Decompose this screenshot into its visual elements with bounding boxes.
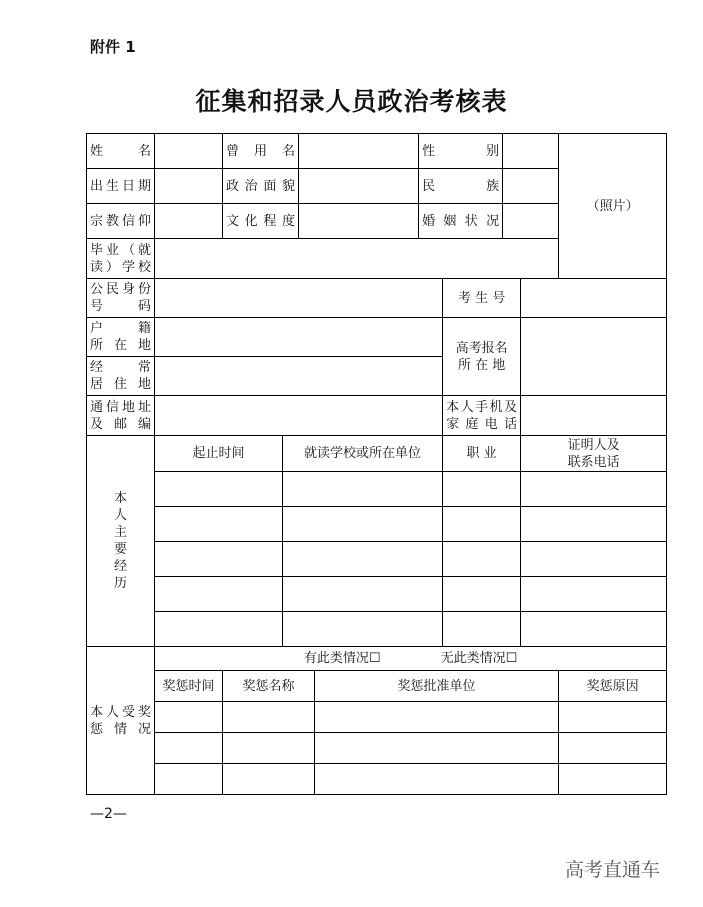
form-title: 征集和招录人员政治考核表 (195, 87, 508, 116)
period-cell[interactable] (155, 577, 283, 612)
religion-label: 宗教信仰 (87, 204, 155, 239)
awards-status-row (155, 647, 667, 671)
gaokao-location-field[interactable] (521, 318, 667, 396)
school-field[interactable] (155, 239, 559, 279)
occupation-cell[interactable] (443, 542, 521, 577)
education-label: 文化程度 (223, 204, 299, 239)
no-case-checkbox[interactable]: 无此类情况☐ (440, 651, 518, 666)
exam-number-label: 考 生 号 (443, 279, 521, 318)
birth-date-field[interactable] (155, 169, 223, 204)
page-number: —2— (90, 806, 127, 822)
award-reason-header: 奖惩原因 (559, 671, 667, 702)
award-name-header: 奖惩名称 (223, 671, 315, 702)
witness-cell[interactable] (521, 472, 667, 507)
exam-number-field[interactable] (521, 279, 667, 318)
award-row (87, 733, 667, 764)
experience-label: 本 人 主 要 经 历 (87, 436, 155, 647)
watermark: 高考直通车 (565, 859, 661, 881)
occupation-header: 职 业 (443, 436, 521, 472)
period-header: 起止时间 (155, 436, 283, 472)
former-name-label: 曾 用 名 (223, 134, 299, 169)
experience-row (87, 507, 667, 542)
school-unit-cell[interactable] (283, 577, 443, 612)
former-name-field[interactable] (299, 134, 419, 169)
gender-field[interactable] (503, 134, 559, 169)
award-time-cell[interactable] (155, 702, 223, 733)
religion-field[interactable] (155, 204, 223, 239)
award-reason-cell[interactable] (559, 702, 667, 733)
marital-label: 婚姻状况 (419, 204, 503, 239)
residence-field[interactable] (155, 357, 443, 396)
award-approver-header: 奖惩批准单位 (315, 671, 559, 702)
occupation-cell[interactable] (443, 507, 521, 542)
witness-header: 证明人及 联系电话 (521, 436, 667, 472)
occupation-cell[interactable] (443, 472, 521, 507)
school-unit-cell[interactable] (283, 507, 443, 542)
marital-field[interactable] (503, 204, 559, 239)
photo-label: （照片） (586, 198, 639, 214)
phone-field[interactable] (521, 396, 667, 436)
school-unit-cell[interactable] (283, 472, 443, 507)
phone-label: 本人手机及 家 庭 电 话 (443, 396, 521, 436)
witness-cell[interactable] (521, 542, 667, 577)
political-status-field[interactable] (299, 169, 419, 204)
school-label: 毕业（就 读）学校 (87, 239, 155, 279)
award-row (87, 702, 667, 733)
award-approver-cell[interactable] (315, 764, 559, 795)
period-cell[interactable] (155, 542, 283, 577)
witness-cell[interactable] (521, 507, 667, 542)
ethnicity-label: 民 族 (419, 169, 503, 204)
award-row (87, 764, 667, 795)
award-reason-cell[interactable] (559, 764, 667, 795)
has-case-checkbox[interactable]: 有此类情况☐ (303, 651, 381, 666)
experience-row (87, 542, 667, 577)
experience-row (87, 472, 667, 507)
gender-label: 性 别 (419, 134, 503, 169)
award-time-cell[interactable] (155, 764, 223, 795)
witness-cell[interactable] (521, 612, 667, 647)
education-field[interactable] (299, 204, 419, 239)
residence-label: 经 常 居 住 地 (87, 357, 155, 396)
gaokao-location-label: 高考报名 所 在 地 (443, 318, 521, 396)
award-name-cell[interactable] (223, 702, 315, 733)
award-name-cell[interactable] (223, 733, 315, 764)
id-number-field[interactable] (155, 279, 443, 318)
period-cell[interactable] (155, 507, 283, 542)
photo-box[interactable] (559, 134, 667, 279)
name-field[interactable] (155, 134, 223, 169)
period-cell[interactable] (155, 612, 283, 647)
award-reason-cell[interactable] (559, 733, 667, 764)
experience-row (87, 577, 667, 612)
id-number-label: 公民身份 号 码 (87, 279, 155, 318)
award-approver-cell[interactable] (315, 702, 559, 733)
attachment-label: 附件 1 (90, 38, 136, 56)
occupation-cell[interactable] (443, 577, 521, 612)
school-unit-header: 就读学校或所在单位 (283, 436, 443, 472)
period-cell[interactable] (155, 472, 283, 507)
award-approver-cell[interactable] (315, 733, 559, 764)
witness-cell[interactable] (521, 577, 667, 612)
political-review-form (86, 133, 667, 795)
address-field[interactable] (155, 396, 443, 436)
award-time-header: 奖惩时间 (155, 671, 223, 702)
political-status-label: 政治面貌 (223, 169, 299, 204)
occupation-cell[interactable] (443, 612, 521, 647)
experience-row (87, 612, 667, 647)
award-time-cell[interactable] (155, 733, 223, 764)
huji-field[interactable] (155, 318, 443, 357)
award-name-cell[interactable] (223, 764, 315, 795)
ethnicity-field[interactable] (503, 169, 559, 204)
huji-label: 户 籍 所 在 地 (87, 318, 155, 357)
school-unit-cell[interactable] (283, 612, 443, 647)
awards-label: 本人受奖 惩 情 况 (87, 647, 155, 795)
school-unit-cell[interactable] (283, 542, 443, 577)
birth-date-label: 出生日期 (87, 169, 155, 204)
address-label: 通信地址 及 邮 编 (87, 396, 155, 436)
name-label: 姓 名 (87, 134, 155, 169)
